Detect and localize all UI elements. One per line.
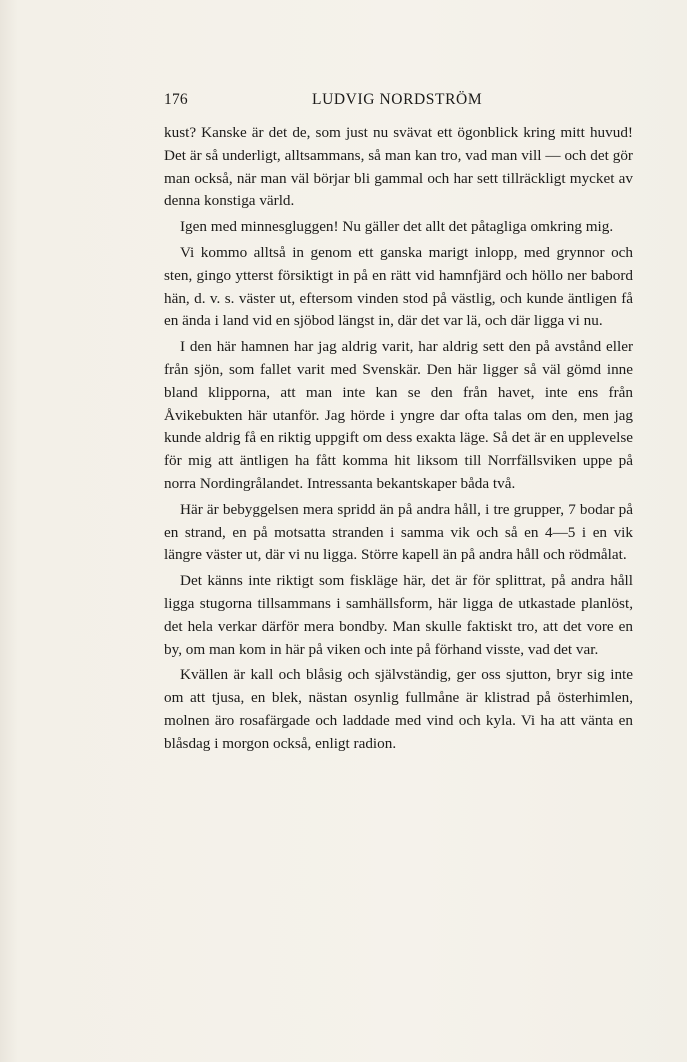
page-header bbox=[164, 91, 634, 113]
page-number: 176 bbox=[164, 91, 188, 108]
body-text bbox=[164, 122, 633, 759]
paragraph-2: Igen med minnesgluggen! Nu gäller det allt det påtagliga omkring mig. bbox=[180, 218, 614, 236]
running-title: LUDVIG NORDSTRÖM bbox=[312, 91, 483, 108]
paragraph-5: Här är bebyggelsen mera spridd än på andra håll, i tre grupper, 7 bodar på en strand, en på motsatta stranden i samma vik och så en 4—5 i en vik längre väster ut, där vi nu ligga. Större kapell än på andra håll och rödmålat. bbox=[164, 500, 633, 564]
paragraph-3: Vi kommo alltså in genom ett ganska marigt inlopp, med grynnor och sten, gingo ytterst försiktigt in på en rätt vid hamnfjärd och höllo ner babord hän, d. v. s. väster ut, eftersom vinden stod på västlig, och kunde äntligen få en ända i land vid en sjöbod längst in, där det var lä, och där ligga vi nu. bbox=[164, 243, 633, 330]
paragraph-6: Det känns inte riktigt som fiskläge här, det är för splittrat, på andra håll ligga stugorna tillsammans i samhällsform, här ligga de utkastade planlöst, det hela verkar därför mera bondby. Man skulle faktiskt tro, att det vore en by, om man kom in här på viken och inte på förhand visste, vad det var. bbox=[164, 572, 633, 658]
paragraph-4: I den här hamnen har jag aldrig varit, har aldrig sett den på avstånd eller från sjön, som fallet varit med Svenskär. Den här ligger så väl gömd inne bland klipporna, att man inte kan se den från havet, inte ens från Åvikebukten här utanför. Jag hörde i yngre dar ofta talas om den, men jag kunde aldrig få en riktig uppgift om dess exakta läge. Så det är en upplevelse för mig att äntligen ha fått komma hit liksom till Norrfällsviken uppe på norra Nordingrålandet. Intressanta bekantskaper båda två. bbox=[164, 338, 633, 492]
paragraph-7: Kvällen är kall och blåsig och självständig, ger oss sjutton, bryr sig inte om att tjusa, en blek, nästan osynlig fullmåne är klistrad på österhimlen, molnen äro rosafärgade och laddade med vind och kyla. Vi ha att vänta en blåsdag i morgon också, enligt radion. bbox=[164, 666, 633, 752]
paragraph-1: kust? Kanske är det de, som just nu svävat ett ögonblick kring mitt huvud! Det är så underligt, alltsammans, så man kan tro, vad man vill — och det gör man också, när man väl börjar bli gammal och har sett tillräckligt mycket av denna konstiga värld. bbox=[164, 124, 633, 210]
